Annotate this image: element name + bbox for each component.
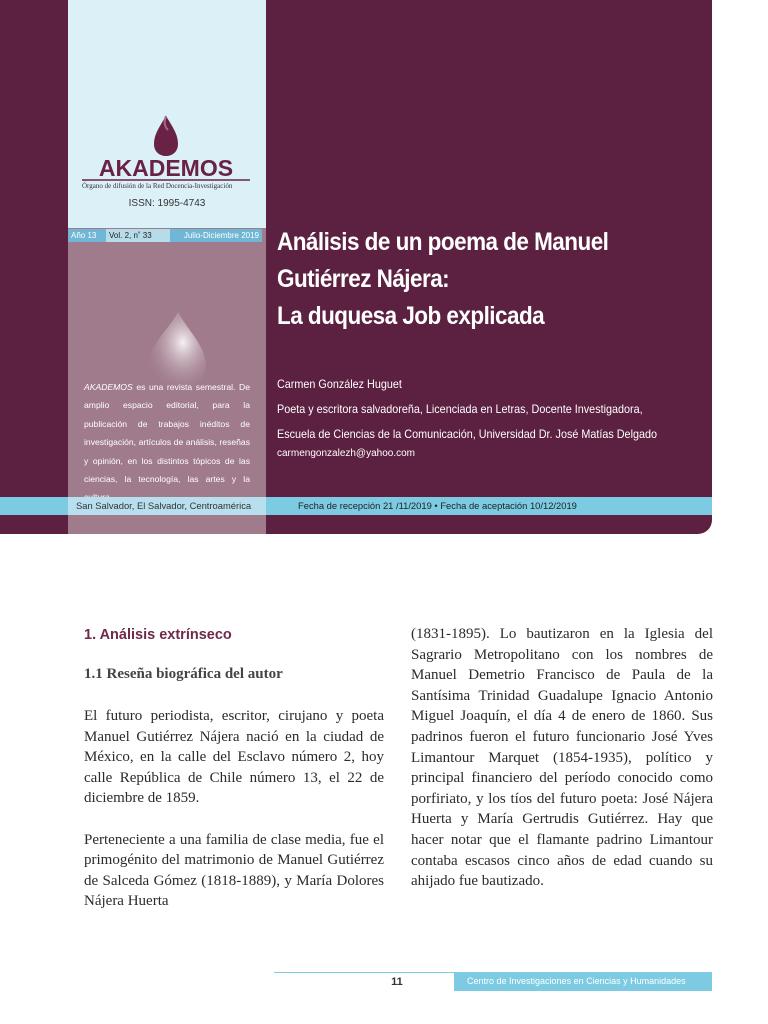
title-line: La duquesa Job explicada bbox=[277, 302, 545, 330]
accepted-date: 10/12/2019 bbox=[529, 500, 577, 511]
dates bbox=[298, 497, 577, 515]
footer-rule bbox=[274, 972, 454, 973]
author-affiliation: Escuela de Ciencias de la Comunicación, Universidad Dr. José Matías Delgado bbox=[277, 427, 657, 441]
author-name: Carmen González Huguet bbox=[277, 377, 402, 391]
akademos-logo bbox=[80, 112, 252, 192]
issn: ISSN: 1995-4743 bbox=[128, 198, 206, 209]
body-column-left bbox=[84, 624, 384, 933]
page-number: 11 bbox=[391, 976, 403, 988]
journal-description bbox=[84, 378, 250, 507]
received-date: 21 /11/2019 bbox=[382, 500, 432, 511]
paragraph: (1831-1895). Lo bautizaron en la Iglesia del Sagrario Metropolitano con los nombres de Manuel Demetrio Francisco de Paula de la Santísima Trinidad Guadalupe Ignacio Antonio Miguel Joaquín, el día 4 de enero de 1860. Sus padrinos fueron el futuro funcionario José Yves Limantour Marquet (1854-1935), político y principal financiero del período conocido como porfiriato, y los tíos del futuro poeta: José Nájera Huerta y María Gertrudis Gutiérrez. Hay que hacer notar que el flamante padrino Limantour contaba escasos cinco años de edad cuando su ahijado fue bautizado. bbox=[411, 626, 713, 890]
subsection-heading: 1.1 Reseña biográfica del autor bbox=[84, 666, 283, 682]
blurb-journal-name: AKADEMOS bbox=[84, 382, 133, 392]
body-column-right bbox=[411, 624, 713, 912]
paragraph: El futuro periodista, escritor, cirujano y poeta Manuel Gutiérrez Nájera nació en la ciudad de México, en la calle del Esclavo número 2, hoy calle República de Chile número 13, el 22 de diciembre de 1859. bbox=[84, 708, 384, 807]
date-separator: • bbox=[434, 500, 438, 511]
footer-center-name: Centro de Investigaciones en Ciencias y Humanidades bbox=[454, 972, 712, 991]
author-affiliation: Poeta y escritora salvadoreña, Licenciada en Letras, Docente Investigadora, bbox=[277, 402, 643, 416]
logo-wordmark: AKADEMOS bbox=[98, 155, 234, 181]
location: San Salvador, El Salvador, Centroamérica bbox=[68, 497, 266, 515]
author-block bbox=[277, 372, 664, 447]
accepted-label: Fecha de aceptación bbox=[440, 500, 528, 511]
article-title bbox=[277, 224, 655, 335]
received-label: Fecha de recepción bbox=[298, 500, 381, 511]
issue-year: Año 13 bbox=[68, 229, 106, 242]
issue-volume: Vol. 2, n˚ 33 bbox=[106, 229, 170, 242]
title-line: Análisis de un poema de Manuel bbox=[277, 228, 609, 256]
paragraph: Perteneciente a una familia de clase media, fue el primogénito del matrimonio de Manuel Gutiérrez de Salceda Gómez (1818-1889), y María Dolores Nájera Huerta bbox=[84, 831, 384, 910]
issue-period: Julio-Diciembre 2019 bbox=[170, 229, 262, 242]
section-heading: 1. Análisis extrínseco bbox=[84, 627, 232, 643]
author-email[interactable]: carmengonzalezh@yahoo.com bbox=[277, 448, 416, 459]
blurb-text: es una revista semestral. De amplio espacio editorial, para la publicación de trabajos inéditos de investigación, artículos de análisis, reseñas y opinión, en los distintos tópicos de las ciencias, la tecnología, las artes y la bbox=[84, 382, 250, 485]
title-line: Gutiérrez Nájera: bbox=[277, 265, 450, 293]
logo-subtitle: Órgano de difusión de la Red Docencia-Investigación bbox=[82, 182, 233, 190]
issue-bar bbox=[68, 229, 266, 242]
